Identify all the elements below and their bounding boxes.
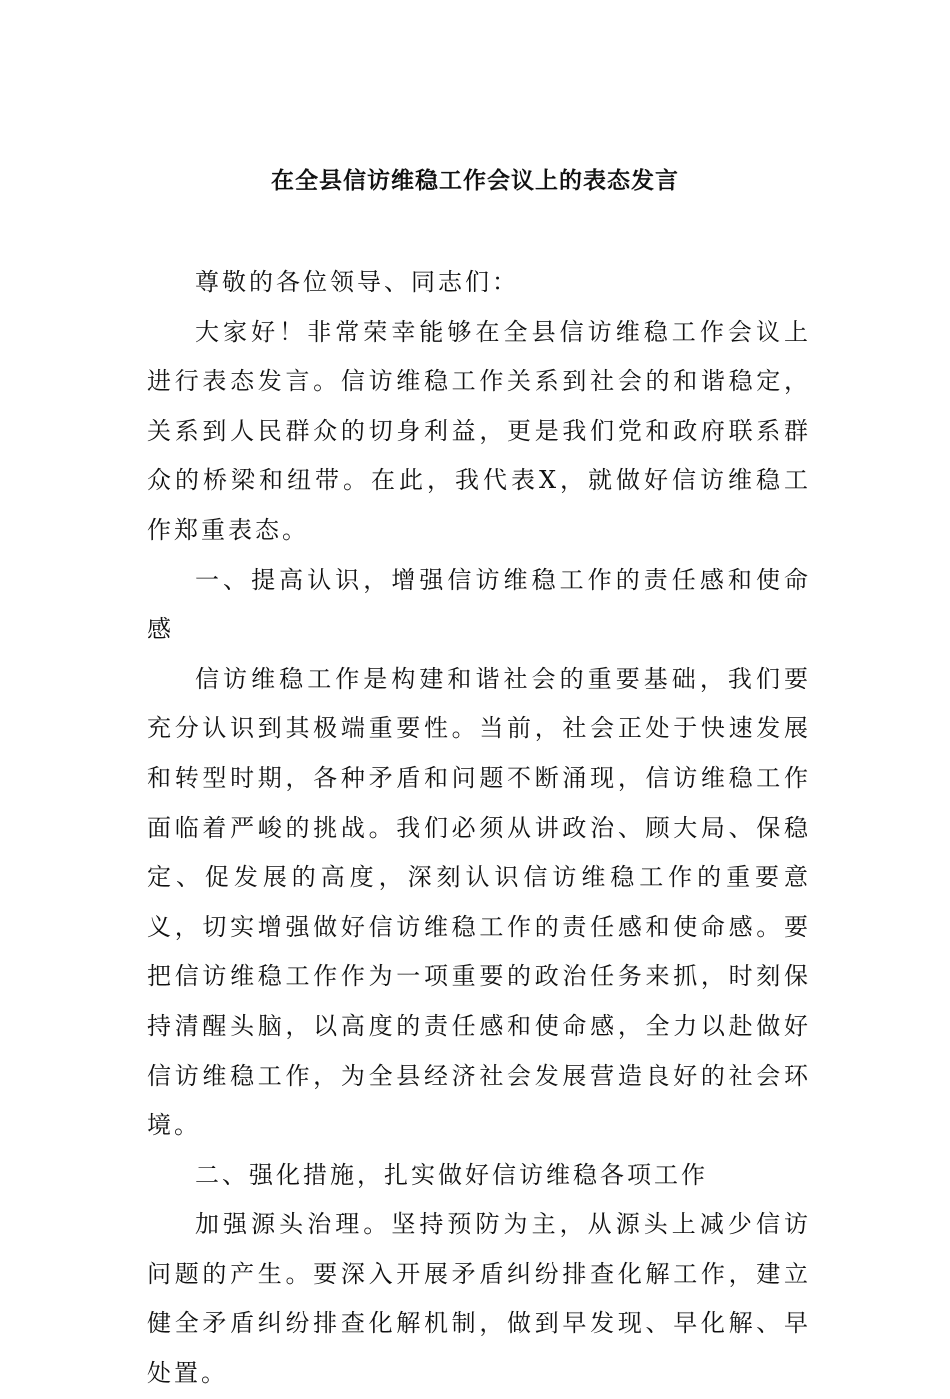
section-heading-1: 一、提高认识，增强信访维稳工作的责任感和使命感 — [147, 565, 811, 644]
salutation-paragraph: 尊敬的各位领导、同志们： — [195, 268, 519, 296]
document-body — [147, 258, 811, 1399]
opening-paragraph: 大家好！非常荣幸能够在全县信访维稳工作会议上进行表态发言。信访维稳工作关系到社会的和谐稳定，关系到人民群众的切身利益，更是我们党和政府联系群众的桥梁和纽带。在此，我代表X，就做好信访维稳工作郑重表态。 — [147, 317, 811, 544]
section-2-paragraph: 加强源头治理。坚持预防为主，从源头上减少信访问题的产生。要深入开展矛盾纠纷排查化解工作，建立健全矛盾纠纷排查化解机制，做到早发现、早化解、早处置。 — [147, 1210, 811, 1388]
section-heading-2: 二、强化措施，扎实做好信访维稳各项工作 — [195, 1160, 708, 1189]
document-title: 在全县信访维稳工作会议上的表态发言 — [271, 167, 679, 194]
section-1-paragraph: 信访维稳工作是构建和谐社会的重要基础，我们要充分认识到其极端重要性。当前，社会正处于快速发展和转型时期，各种矛盾和问题不断涌现，信访维稳工作面临着严峻的挑战。我们必须从讲政治、顾大局、保稳定、促发展的高度，深刻认识信访维稳工作的重要意义，切实增强做好信访维稳工作的责任感和使命感。要把信访维稳工作作为一项重要的政治任务来抓，时刻保持清醒头脑，以高度的责任感和使命感，全力以赴做好信访维稳工作，为全县经济社会发展营造良好的社会环境。 — [147, 664, 811, 1140]
